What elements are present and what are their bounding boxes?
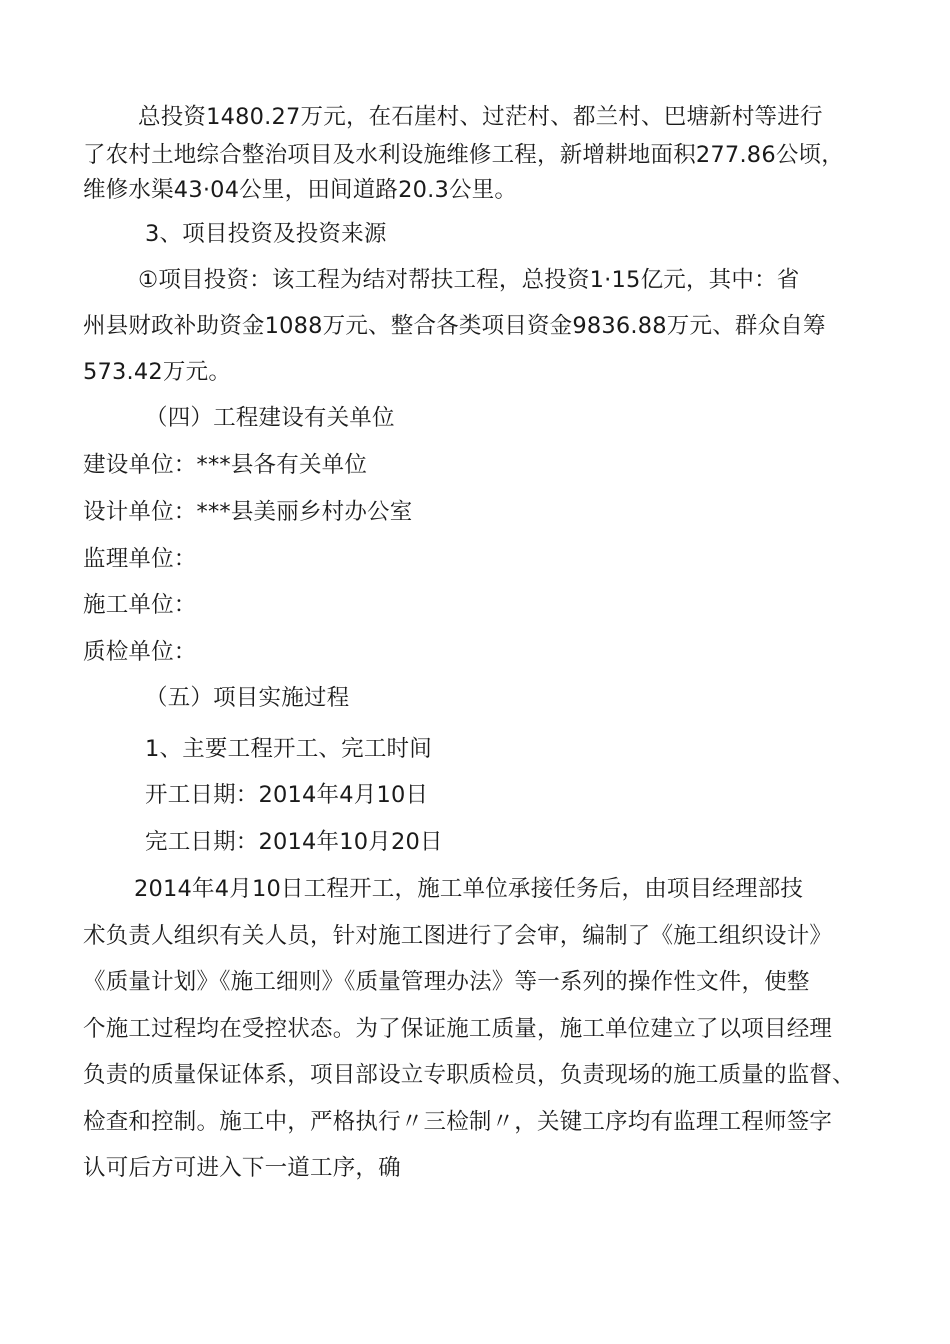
section-heading: （四）工程建设有关单位	[145, 405, 395, 431]
paragraph-line: 检查和控制。施工中，严格执行〃三检制〃，关键工序均有监理工程师签字	[83, 1109, 833, 1135]
paragraph-line: 维修水渠43·04公里，田间道路20.3公里。	[83, 177, 518, 203]
paragraph-line: 总投资1480.27万元，在石崖村、过茫村、都兰村、巴塘新村等进行	[138, 104, 823, 130]
subsection-heading: 1、主要工程开工、完工时间	[145, 736, 432, 762]
paragraph-line: 《质量计划》《施工细则》《质量管理办法》等一系列的操作性文件，使整	[83, 969, 810, 995]
paragraph-line: 负责的质量保证体系，项目部设立专职质检员，负责现场的施工质量的监督、	[83, 1062, 855, 1088]
section-heading: 3、项目投资及投资来源	[145, 221, 387, 247]
paragraph-line: 2014年4月10日工程开工，施工单位承接任务后，由项目经理部技	[134, 876, 804, 902]
paragraph-line: 573.42万元。	[83, 359, 232, 385]
paragraph-line: 术负责人组织有关人员，针对施工图进行了会审，编制了《施工组织设计》	[83, 923, 833, 949]
unit-line-design: 设计单位：***县美丽乡村办公室	[83, 499, 413, 525]
unit-line-inspection: 质检单位：	[83, 639, 197, 665]
section-heading: （五）项目实施过程	[145, 685, 350, 711]
end-date-line: 完工日期：2014年10月20日	[145, 829, 443, 855]
unit-line-supervision: 监理单位：	[83, 546, 197, 572]
paragraph-line: 了农村土地综合整治项目及水利设施维修工程，新增耕地面积277.86公顷，	[83, 142, 844, 168]
paragraph-line: 认可后方可进入下一道工序，确	[83, 1155, 401, 1181]
unit-line-construction: 建设单位：***县各有关单位	[83, 452, 368, 478]
paragraph-line: 个施工过程均在受控状态。为了保证施工质量，施工单位建立了以项目经理	[83, 1016, 833, 1042]
start-date-line: 开工日期：2014年4月10日	[145, 782, 429, 808]
paragraph-line: ①项目投资：该工程为结对帮扶工程，总投资1·15亿元，其中：省	[138, 267, 800, 293]
paragraph-line: 州县财政补助资金1088万元、整合各类项目资金9836.88万元、群众自筹	[83, 313, 826, 339]
unit-line-builder: 施工单位：	[83, 592, 197, 618]
